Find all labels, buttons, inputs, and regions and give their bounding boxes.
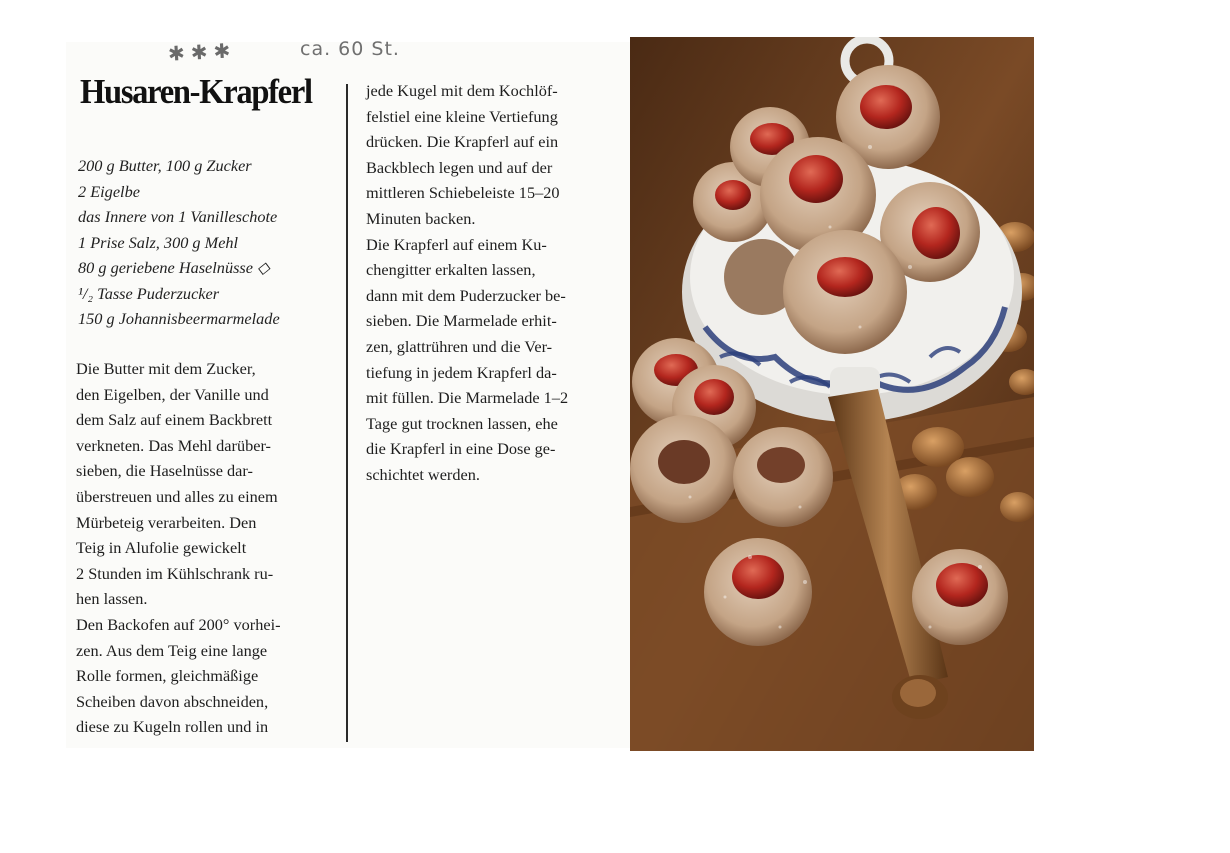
ingredient-line: 80 g geriebene Haselnüsse ◇ [78,258,270,277]
text-line: verkneten. Das Mehl darüber- [76,435,271,455]
text-line: Backblech legen und auf der [366,157,553,177]
text-line: Mürbeteig verarbeiten. Den [76,512,257,532]
text-line: tiefung in jedem Krapferl da- [366,362,557,382]
handwritten-yield-note: ca. 60 St. [300,38,400,60]
text-line: zen. Aus dem Teig eine lange [76,640,268,660]
text-line: Den Backofen auf 200° vorhei- [76,614,281,634]
text-line: schichtet werden. [366,464,480,484]
cookie-photo [630,37,1034,751]
text-line: dann mit dem Puderzucker be- [366,285,566,305]
ingredient-list [78,153,348,332]
instructions-column-1 [76,356,346,740]
text-line: Teig in Alufolie gewickelt [76,538,247,558]
text-line: jede Kugel mit dem Kochlöf- [366,81,558,100]
text-line: Scheiben davon abschneiden, [76,691,269,711]
text-line: diese zu Kugeln rollen und in [76,717,269,737]
text-line: Rolle formen, gleichmäßige [76,666,259,686]
text-line: chengitter erkalten lassen, [366,260,536,280]
text-line: sieben, die Haselnüsse dar- [76,461,253,481]
text-line: die Krapferl in eine Dose ge- [366,439,556,459]
text-line: dem Salz auf einem Backbrett [76,410,273,430]
instructions-column-2 [366,78,628,488]
text-line: sieben. Die Marmelade erhit- [366,311,557,331]
ingredient-line: 2 Eigelbe [78,181,140,201]
ingredient-line: ¹/₂ Tasse Puderzucker [78,283,220,303]
text-line: Die Krapferl auf einem Ku- [366,234,547,254]
text-line: 2 Stunden im Kühlschrank ru- [76,563,274,583]
text-line: überstreuen und alles zu einem [76,486,278,506]
ingredient-line: 150 g Johannisbeermarmelade [78,309,280,328]
text-line: zen, glattrühren und die Ver- [366,336,553,356]
ingredient-line: 200 g Butter, 100 g Zucker [78,156,252,175]
text-line: den Eigelben, der Vanille und [76,384,269,404]
text-line: mit füllen. Die Marmelade 1–2 [366,388,569,408]
text-line: Die Butter mit dem Zucker, [76,359,256,378]
handwritten-stars: ✱✱✱ [167,38,237,66]
column-divider [346,84,348,742]
text-line: Minuten backen. [366,208,476,228]
ingredient-line: das Innere von 1 Vanilleschote [78,207,278,226]
text-line: Tage gut trocknen lassen, ehe [366,413,558,433]
text-line: drücken. Die Krapferl auf ein [366,132,559,152]
ingredient-line: 1 Prise Salz, 300 g Mehl [78,232,239,252]
text-line: mittleren Schiebeleiste 15–20 [366,183,560,203]
text-line: hen lassen. [76,589,148,609]
text-line: felstiel eine kleine Vertiefung [366,106,558,126]
recipe-title: Husaren-Krapferl [80,72,312,111]
